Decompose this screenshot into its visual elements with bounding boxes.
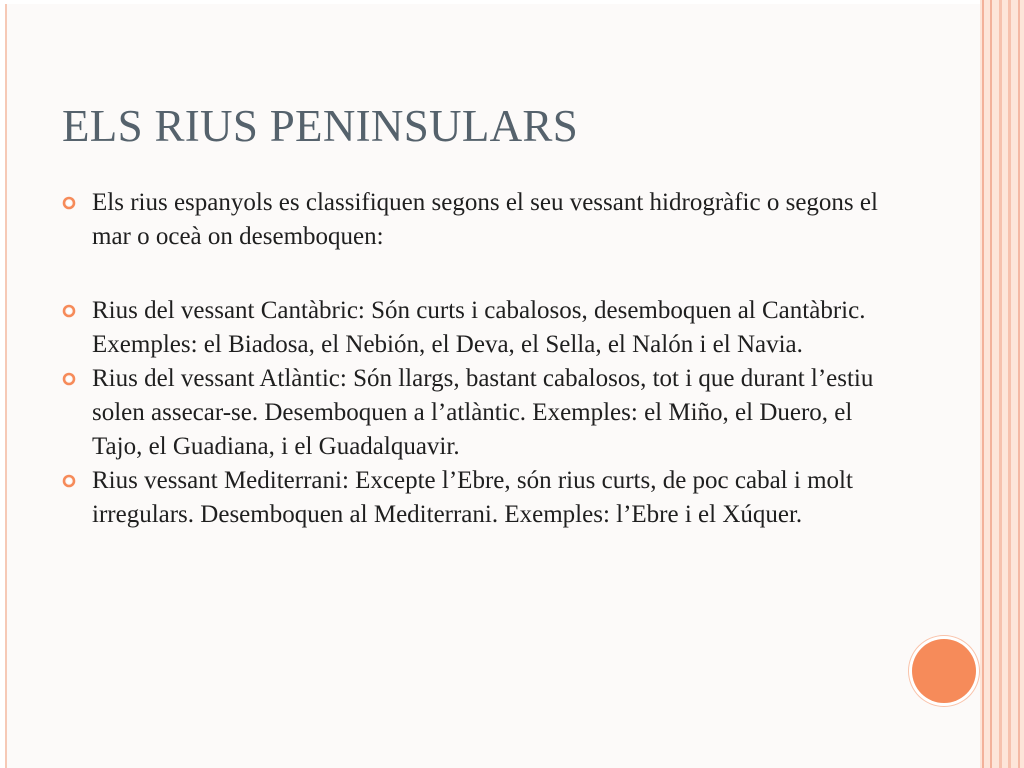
- bullet-text: Rius del vessant Atlàntic: Són llargs, bastant cabalosos, tot i que durant l’estiu solen assecar-se. Desemboquen a l’atlàntic. Exemples: el Miño, el Duero, el Tajo, el Guadiana, i el Guadalquavir.: [92, 365, 874, 460]
- bullet-ring-icon: [62, 474, 76, 488]
- bullet-text: Rius vessant Mediterrani: Excepte l’Ebre, són rius curts, de poc cabal i molt irregulars. Desemboquen al Mediterrani. Exemples: l’Ebre i el Xúquer.: [92, 467, 853, 528]
- slide-title: ELS RIUS PENINSULARS: [62, 101, 579, 151]
- stripe-line: [982, 0, 984, 768]
- bullet-item: [62, 362, 892, 464]
- bullet-text: Rius del vessant Cantàbric: Són curts i cabalosos, desemboquen al Cantàbric. Exemples: el Biadosa, el Nebión, el Deva, el Sella, el Nalón i el Navia.: [92, 297, 866, 358]
- bullet-item: [62, 294, 892, 362]
- bullet-item: [62, 464, 892, 532]
- stripe-line: [1018, 0, 1020, 768]
- decorative-stripes: [980, 0, 1024, 768]
- bullet-item: [62, 186, 892, 254]
- decorative-circle: [912, 639, 976, 703]
- bullet-ring-icon: [62, 372, 76, 386]
- bullet-list: [62, 186, 892, 532]
- bullet-text: Els rius espanyols es classifiquen segons el seu vessant hidrogràfic o segons el mar o oceà on desemboquen:: [92, 189, 878, 250]
- stripe-line: [990, 0, 992, 768]
- bullet-ring-icon: [62, 304, 76, 318]
- stripe-line: [1008, 0, 1011, 768]
- bullet-ring-icon: [62, 196, 76, 210]
- stripe-line: [999, 0, 1002, 768]
